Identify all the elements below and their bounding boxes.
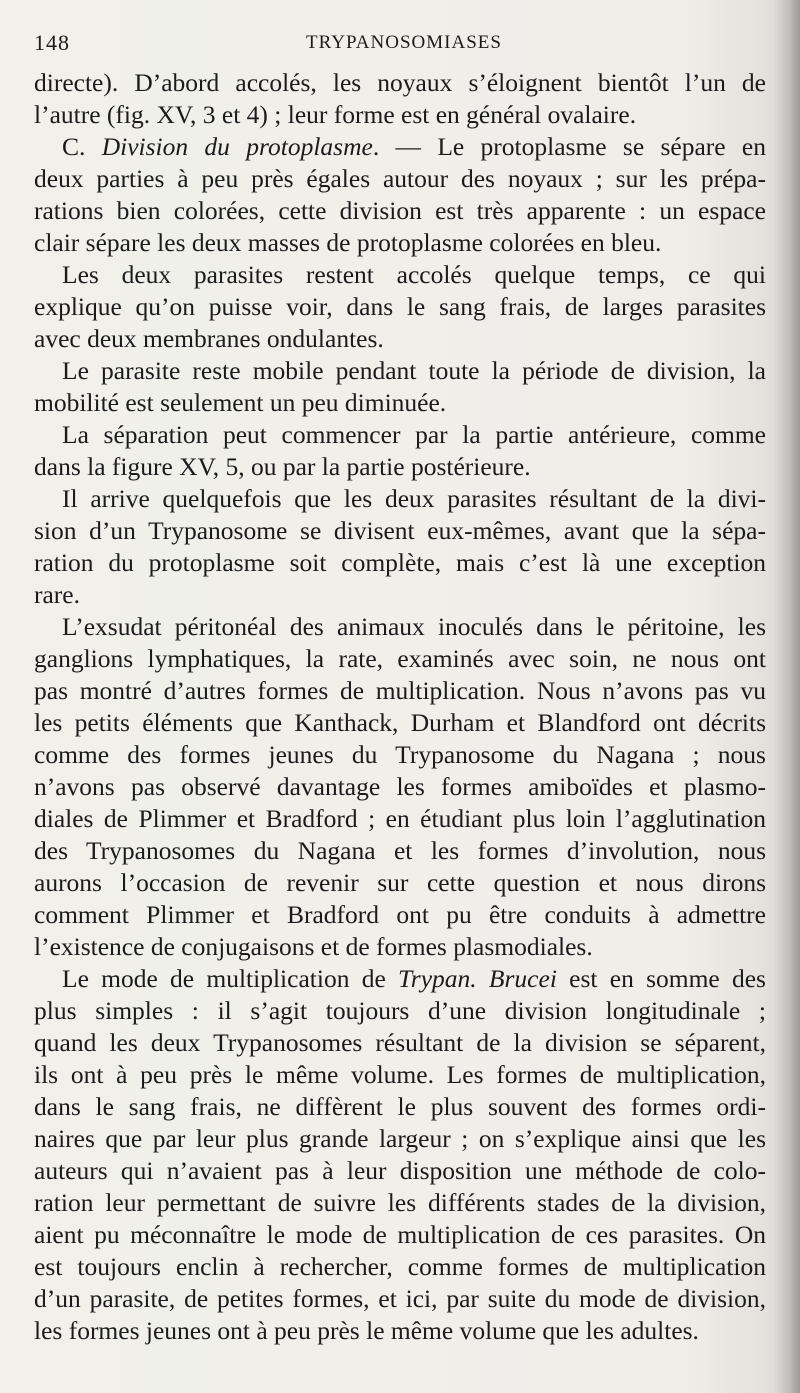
text-line: ils ont à peu près le même volume. Les formes de multiplication, (34, 1060, 766, 1089)
text-line: avec deux membranes ondulantes. (34, 324, 384, 353)
text-line: deux parties à peu près égales autour des noyaux ; sur les prépa- (34, 164, 766, 193)
text-line: ration leur permettant de suivre les différents stades de la division, (34, 1188, 766, 1217)
text-line: Il arrive quelquefois que les deux parasites résultant de la divi- (62, 484, 766, 513)
text-line: Le parasite reste mobile pendant toute la période de division, la (62, 356, 766, 385)
text-line: C. Division du protoplasme. — Le protoplasme se sépare en (62, 132, 766, 161)
text-line: dans le sang frais, ne diffèrent le plus souvent des formes ordi- (34, 1092, 766, 1121)
text-line: aurons l’occasion de revenir sur cette question et nous dirons (34, 868, 766, 897)
text-line: dans la figure XV, 5, ou par la partie postérieure. (34, 452, 531, 481)
text-line: ration du protoplasme soit complète, mais c’est là une exception (34, 548, 766, 577)
body-text (34, 67, 766, 1347)
text-line: n’avons pas observé davantage les formes amiboïdes et plasmo- (34, 772, 766, 801)
text-line: La séparation peut commencer par la partie antérieure, comme (62, 420, 766, 449)
text-line: comme des formes jeunes du Trypanosome du Nagana ; nous (34, 740, 766, 769)
text-line: plus simples : il s’agit toujours d’une division longitudinale ; (34, 996, 766, 1025)
text-line: mobilité est seulement un peu diminuée. (34, 388, 447, 417)
text-line: L’exsudat péritonéal des animaux inoculés dans le péritoine, les (62, 612, 766, 641)
text-line: sion d’un Trypanosome se divisent eux-mêmes, avant que la sépa- (34, 516, 766, 545)
text-line: explique qu’on puisse voir, dans le sang frais, de larges parasites (34, 292, 766, 321)
italic-phrase: Trypan. Brucei (398, 964, 557, 993)
text-line: directe). D’abord accolés, les noyaux s’éloignent bientôt l’un de (34, 68, 766, 97)
text-line: rations bien colorées, cette division est très apparente : un espace (34, 196, 766, 225)
text-line: d’un parasite, de petites formes, et ici, par suite du mode de division, (34, 1284, 766, 1313)
text-line: ganglions lymphatiques, la rate, examinés avec soin, ne nous ont (34, 644, 766, 673)
text-line: clair sépare les deux masses de protoplasme colorées en bleu. (34, 228, 662, 257)
text-line: naires que par leur plus grande largeur ; on s’explique ainsi que les (34, 1124, 766, 1153)
text-line: les petits éléments que Kanthack, Durham et Blandford ont décrits (34, 708, 766, 737)
running-title: TRYPANOSOMIASES (306, 32, 502, 53)
page-number: 148 (34, 30, 70, 55)
text-line: pas montré d’autres formes de multiplication. Nous n’avons pas vu (34, 676, 766, 705)
page-gutter-shadow (774, 0, 800, 1393)
text-line: Le mode de multiplication de Trypan. Brucei est en somme des (62, 964, 766, 993)
text-line: des Trypanosomes du Nagana et les formes d’involution, nous (34, 836, 766, 865)
text-line: comment Plimmer et Bradford ont pu être conduits à admettre (34, 900, 766, 929)
text-line: quand les deux Trypanosomes résultant de la division se séparent, (34, 1028, 766, 1057)
page-header (34, 30, 774, 60)
text-line: l’autre (fig. XV, 3 et 4) ; leur forme est en général ovalaire. (34, 100, 637, 129)
text-line: l’existence de conjugaisons et de formes plasmodiales. (34, 932, 593, 961)
italic-phrase: Division du protoplasme (101, 132, 373, 161)
text-line: Les deux parasites restent accolés quelque temps, ce qui (62, 260, 766, 289)
text-line: est toujours enclin à rechercher, comme formes de multiplication (34, 1252, 766, 1281)
text-line: aient pu méconnaître le mode de multiplication de ces parasites. On (34, 1220, 766, 1249)
text-line: auteurs qui n’avaient pas à leur disposition une méthode de colo- (34, 1156, 766, 1185)
text-line: rare. (34, 580, 80, 609)
text-line: diales de Plimmer et Bradford ; en étudiant plus loin l’agglutination (34, 804, 766, 833)
text-line: les formes jeunes ont à peu près le même volume que les adultes. (34, 1316, 699, 1345)
